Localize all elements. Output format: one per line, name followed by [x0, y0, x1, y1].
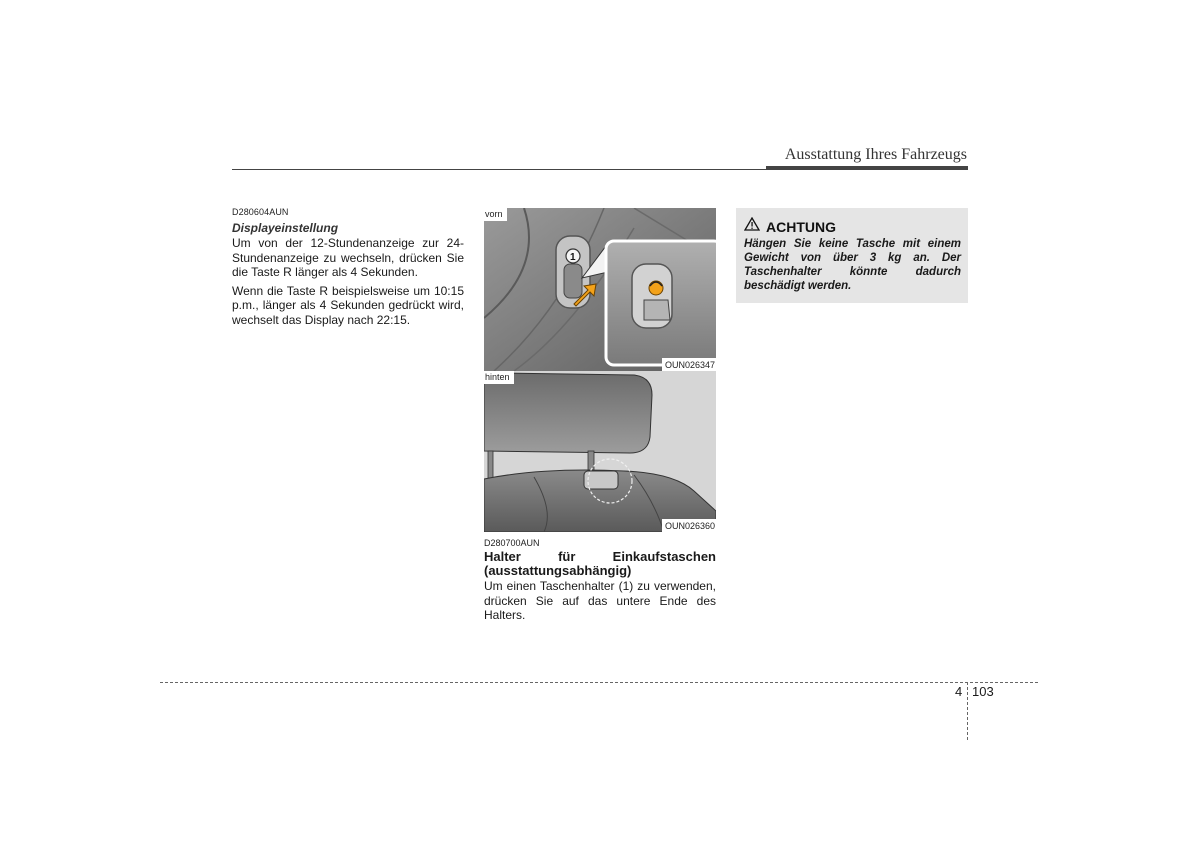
callout-number: 1 — [570, 252, 576, 263]
figure-label: vorn — [484, 208, 507, 221]
warning-text: Hängen Sie keine Tasche mit einem Gewicht von über 3 kg an. Der Taschenhalter könnte dadurch beschädigt werden. — [744, 238, 961, 292]
figure-label: hinten — [484, 371, 514, 384]
section-heading-qualifier: (ausstattungsabhängig) — [484, 563, 632, 578]
rear-hook-illustration — [484, 371, 716, 532]
subheading: Displayeinstellung — [232, 221, 339, 235]
paragraph: Um von der 12-Stundenanzeige zur 24-Stundenanzeige zu wechseln, drücken Sie die Taste R länger als 4 Sekunden. — [232, 236, 464, 279]
left-column — [232, 207, 464, 331]
chapter-number: 4 — [955, 684, 963, 699]
footer-divider — [967, 682, 968, 740]
warning-title: ACHTUNG — [766, 218, 836, 235]
figure-rear-bag-hook — [484, 371, 716, 532]
paragraph: Um einen Taschenhalter (1) zu verwenden, drücken Sie auf das untere Ende des Halters. — [484, 579, 716, 622]
figure-front-bag-hook — [484, 208, 716, 371]
warning-title-row — [744, 217, 961, 236]
page-number: 103 — [972, 684, 994, 699]
section-code: D280700AUN — [484, 538, 540, 548]
header-rule — [232, 169, 768, 170]
section-title: Ausstattung Ihres Fahrzeugs — [784, 146, 967, 163]
section-code: D280604AUN — [232, 207, 289, 217]
middle-column — [484, 208, 716, 623]
section-heading: Halter für Einkaufstaschen — [484, 549, 716, 564]
footer-rule — [160, 682, 1038, 683]
paragraph: Wenn die Taste R beispielsweise um 10:15 p.m., länger als 4 Sekunden gedrückt wird, wechselt das Display nach 22:15. — [232, 283, 464, 327]
figure-code: OUN026347 — [662, 358, 716, 371]
warning-triangle-icon — [744, 217, 760, 236]
figure-code: OUN026360 — [662, 519, 716, 532]
warning-box — [736, 208, 968, 303]
header-rule-accent — [766, 166, 968, 170]
front-hook-illustration — [484, 208, 716, 371]
